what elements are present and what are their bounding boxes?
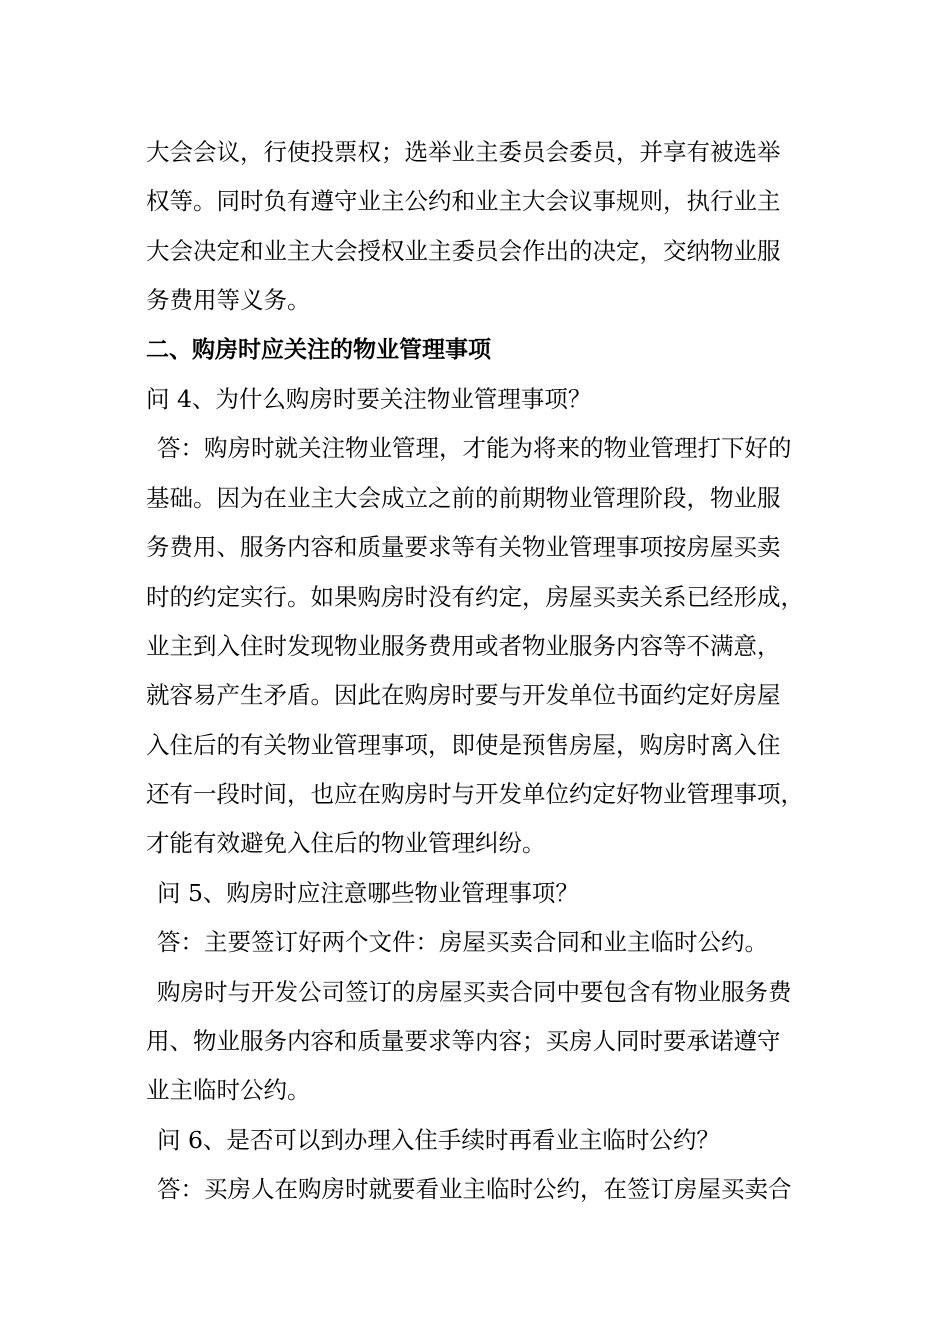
paragraph-line: 才能有效避免入住后的物业管理纠纷。 <box>146 829 546 858</box>
paragraph-line: 大会决定和业主大会授权业主委员会作出的决定，交纳物业服 <box>146 236 781 265</box>
answer-line: 答：买房人在购房时就要看业主临时公约，在签订房屋买卖合 <box>157 1175 792 1204</box>
paragraph-line: 入住后的有关物业管理事项，即使是预售房屋，购房时离入住 <box>146 730 781 759</box>
paragraph-line: 大会会议，行使投票权；选举业主委员会委员，并享有被选举 <box>146 138 781 166</box>
document-body <box>146 128 818 1215</box>
paragraph-line: 务费用等义务。 <box>146 286 311 315</box>
paragraph-line: 还有一段时间，也应在购房时与开发单位约定好物业管理事项， <box>146 780 804 809</box>
answer-line: 答：主要签订好两个文件：房屋买卖合同和业主临时公约。 <box>157 928 768 957</box>
section-heading: 二、购房时应关注的物业管理事项 <box>146 336 491 363</box>
question-line: 问 5、购房时应注意哪些物业管理事项？ <box>157 878 579 907</box>
paragraph-line: 务费用、服务内容和质量要求等有关物业管理事项按房屋买卖 <box>146 533 781 562</box>
paragraph-line: 权等。同时负有遵守业主公约和业主大会议事规则，执行业主 <box>146 187 781 216</box>
paragraph-line: 时的约定实行。如果购房时没有约定，房屋买卖关系已经形成， <box>146 582 804 611</box>
paragraph-line: 基础。因为在业主大会成立之前的前期物业管理阶段，物业服 <box>146 483 781 512</box>
paragraph-line: 用、物业服务内容和质量要求等内容；买房人同时要承诺遵守 <box>146 1027 781 1056</box>
paragraph-line: 业主临时公约。 <box>146 1076 311 1105</box>
paragraph-line: 购房时与开发公司签订的房屋买卖合同中要包含有物业服务费 <box>157 977 792 1006</box>
paragraph-line: 就容易产生矛盾。因此在购房时要与开发单位书面约定好房屋 <box>146 681 781 710</box>
question-line: 问 6、是否可以到办理入住手续时再看业主临时公约？ <box>157 1125 720 1154</box>
paragraph-line: 业主到入住时发现物业服务费用或者物业服务内容等不满意， <box>146 631 781 660</box>
answer-line: 答：购房时就关注物业管理，才能为将来的物业管理打下好的 <box>157 434 792 463</box>
question-line: 问 4、为什么购房时要关注物业管理事项？ <box>146 384 592 413</box>
